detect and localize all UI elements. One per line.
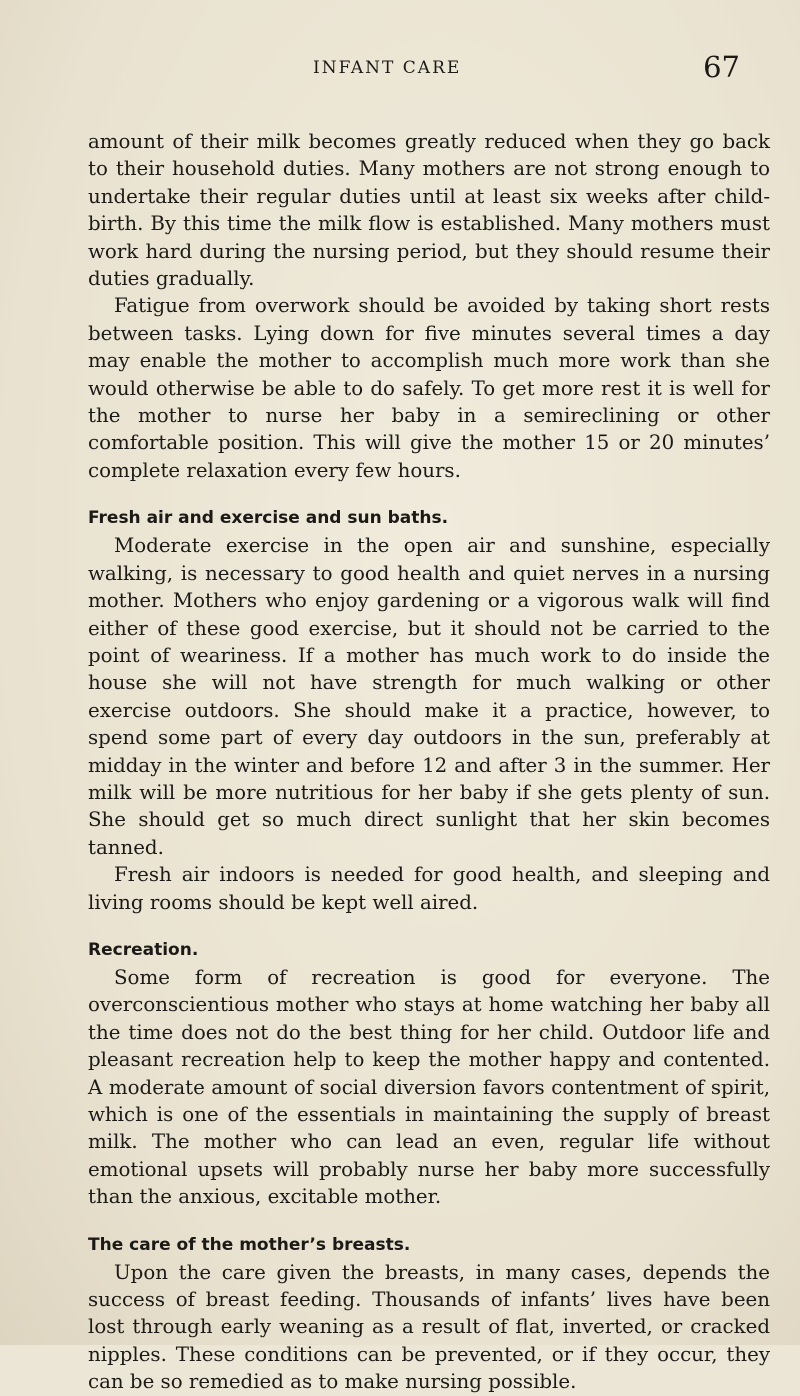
paragraph-continued: amount of their milk becomes greatly reduced when they go back to their household duties. Many mothers are not strong enough to undertake their regular duties until at least six weeks after child-birth. By this time the milk flow is established. Many mothers must work hard during the nursing period, but they should resume their duties gradually. xyxy=(88,130,770,291)
paragraph-exercise: Moderate exercise in the open air and sunshine, especially walking, is necessary to good health and quiet nerves in a nursing mother. Mothers who enjoy gardening or a vigorous walk will find either of these good exercise, but it should not be carried to the point of weariness. If a mother has much work to do inside the house she will not have strength for much walking or other exercise outdoors. She should make it a practice, however, to spend some part of every day outdoors in the sun, preferably at midday in the winter and before 12 and after 3 in the summer. Her milk will be more nutritious for her baby if she gets plenty of sun. She should get so much direct sunlight that her skin becomes tanned. xyxy=(88,534,770,859)
section-heading-recreation: Recreation. xyxy=(88,939,199,960)
body-text xyxy=(88,128,770,1396)
paragraph-fatigue: Fatigue from overwork should be avoided by taking short rests between tasks. Lying down for five minutes several times a day may enable the mother to accomplish much more work than she would otherwise be able to do safely. To get more rest it is well for the mother to nurse her baby in a semireclining or other comfortable position. This will give the mother 15 or 20 minutes’ complete relaxation every few hours. xyxy=(88,294,770,482)
running-title: INFANT CARE xyxy=(313,58,462,78)
paragraph-recreation: Some form of recreation is good for everyone. The overconscientious mother who stays at home watching her baby all the time does not do the best thing for her child. Outdoor life and pleasant recreation help to keep the mother happy and contented. A moderate amount of social diversion favors contentment of spirit, which is one of the essentials in maintaining the supply of breast milk. The mother who can lead an even, regular life without emotional upsets will probably nurse her baby more successfully than the anxious, excitable mother. xyxy=(88,965,770,1209)
section-heading-breast-care: The care of the mother’s breasts. xyxy=(88,1234,411,1255)
section-heading-fresh-air: Fresh air and exercise and sun baths. xyxy=(88,508,449,529)
paragraph-breast-care: Upon the care given the breasts, in many cases, depends the success of breast feeding. Thousands of infants’ lives have been lost through early weaning as a result of flat, inverted, or cracked nipples. These conditions can be prevented, or if they occur, they can be so remedied as to make nursing possible. xyxy=(88,1260,770,1394)
page-number: 67 xyxy=(703,50,740,84)
paragraph-fresh-air-indoors: Fresh air indoors is needed for good health, and sleeping and living rooms should be kept well aired. xyxy=(88,863,770,914)
running-head xyxy=(88,52,770,92)
